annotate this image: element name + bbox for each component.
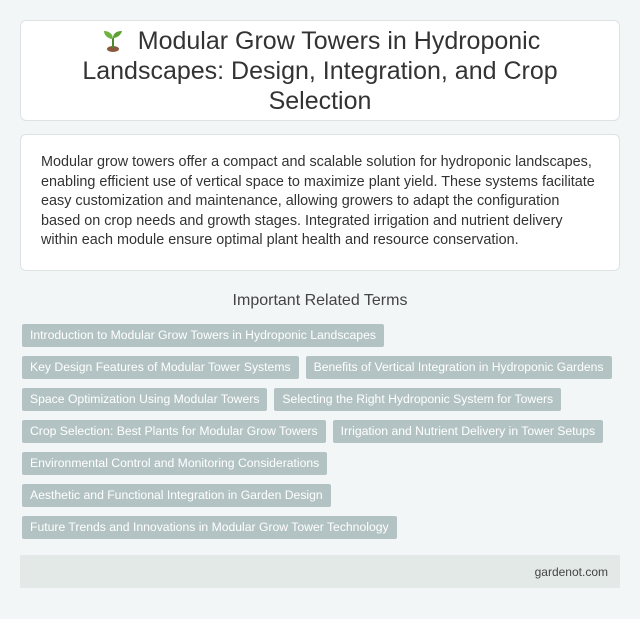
title-card — [20, 20, 620, 121]
sprout-icon — [100, 26, 126, 52]
page-title-text: Modular Grow Towers in Hydroponic Landscapes: Design, Integration, and Crop Selection — [82, 26, 558, 115]
related-terms-list — [22, 324, 622, 539]
page-title — [37, 26, 603, 116]
related-term-tag[interactable]: Benefits of Vertical Integration in Hydroponic Gardens — [306, 356, 612, 379]
related-term-tag[interactable]: Irrigation and Nutrient Delivery in Tower Setups — [333, 420, 603, 443]
related-term-tag[interactable]: Introduction to Modular Grow Towers in Hydroponic Landscapes — [22, 324, 384, 347]
related-terms-heading: Important Related Terms — [232, 292, 408, 309]
related-term-tag[interactable]: Space Optimization Using Modular Towers — [22, 388, 267, 411]
related-term-tag[interactable]: Crop Selection: Best Plants for Modular Grow Towers — [22, 420, 326, 443]
related-term-tag[interactable]: Key Design Features of Modular Tower Systems — [22, 356, 299, 379]
related-term-tag[interactable]: Environmental Control and Monitoring Considerations — [22, 452, 327, 475]
related-term-tag[interactable]: Aesthetic and Functional Integration in Garden Design — [22, 484, 331, 507]
summary-text: Modular grow towers offer a compact and scalable solution for hydroponic landscapes, enabling efficient use of vertical space to maximize plant yield. These systems facilitate easy customization and maintenance, allowing growers to adapt the configuration based on crop needs and growth stages. Integrated irrigation and nutrient delivery within each module ensure optimal plant health and resource conservation. — [41, 154, 595, 249]
related-term-tag[interactable]: Future Trends and Innovations in Modular Grow Tower Technology — [22, 516, 397, 539]
summary-card — [20, 134, 620, 271]
footer-site-link[interactable]: gardenot.com — [534, 564, 608, 579]
footer — [20, 555, 620, 588]
related-term-tag[interactable]: Selecting the Right Hydroponic System for Towers — [274, 388, 561, 411]
